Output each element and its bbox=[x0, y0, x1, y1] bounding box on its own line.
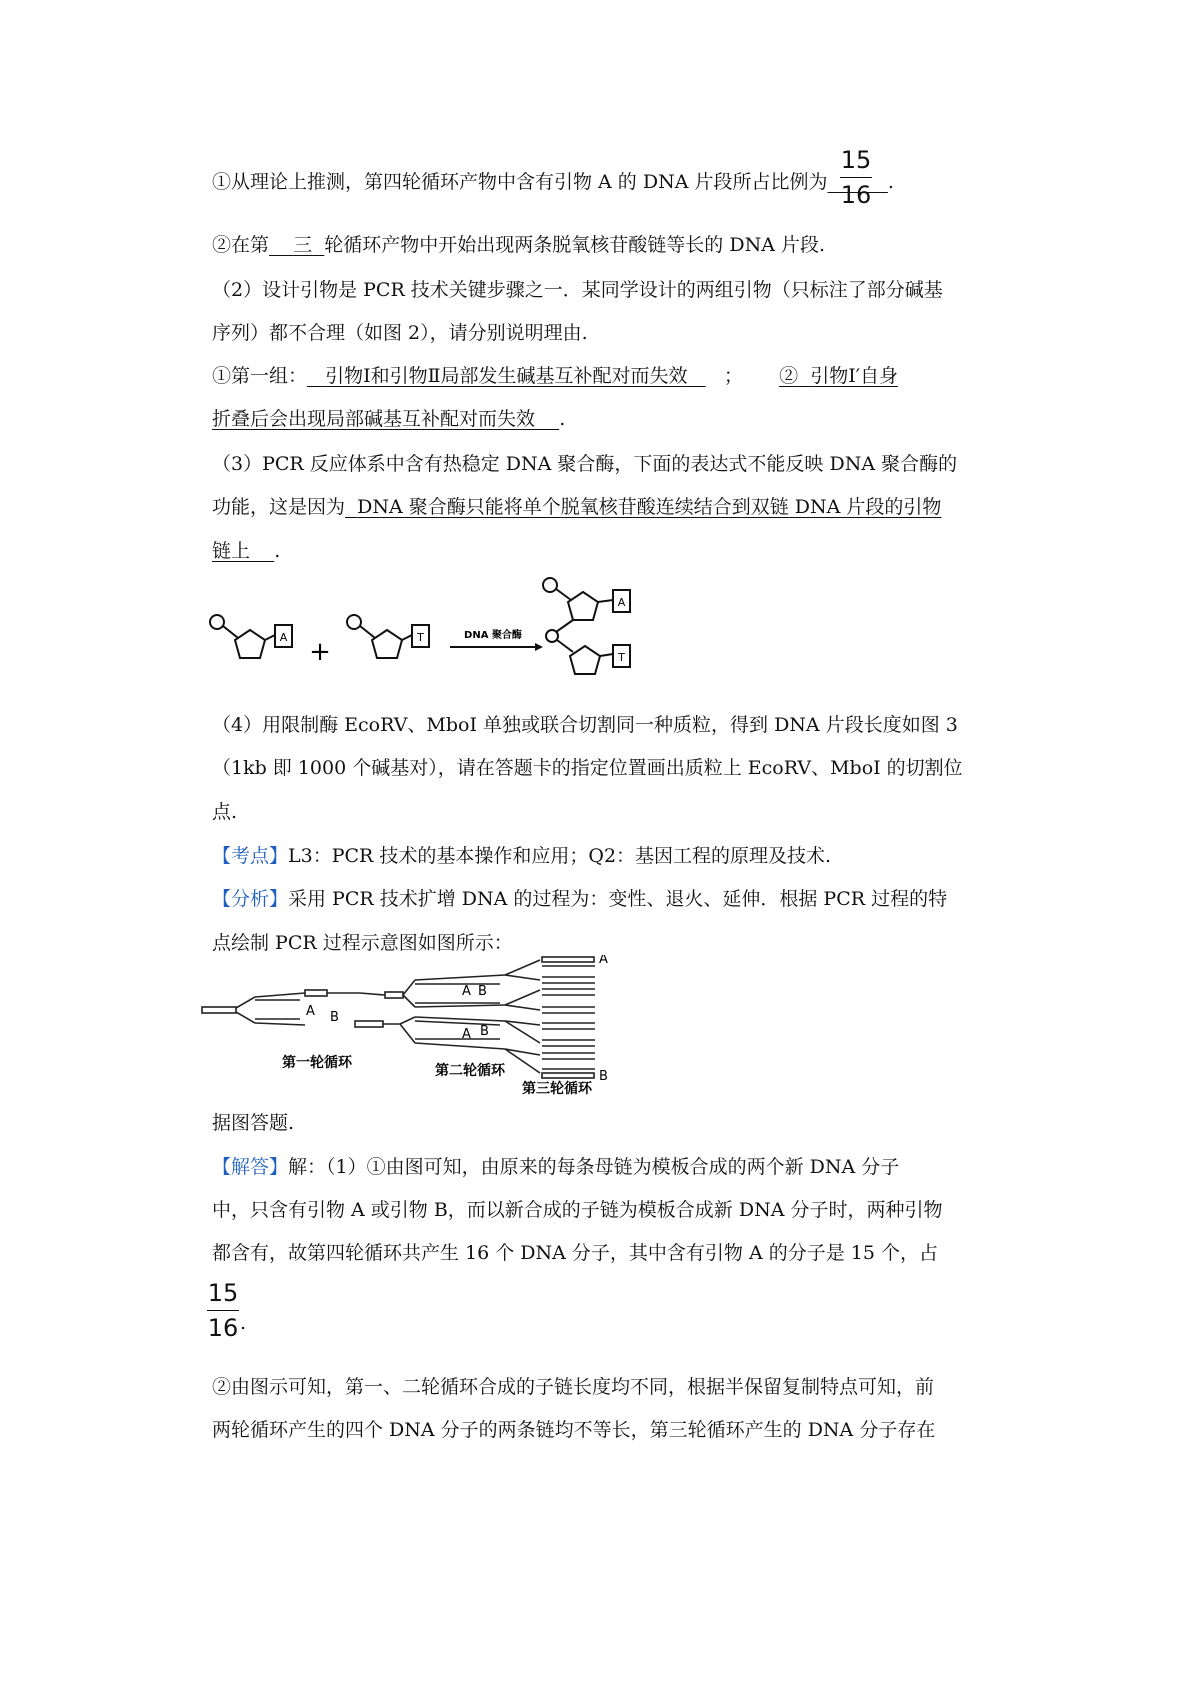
jieda-line3: 都含有，故第四轮循环共产生 16 个 DNA 分子，其中含有引物 A 的分子是 15 个，占 bbox=[212, 1242, 938, 1264]
pcr-label-B-end: B bbox=[599, 1069, 608, 1084]
jieda-line2: 中，只含有引物 A 或引物 B，而以新合成的子链为模板合成新 DNA 分子时，两种引物 bbox=[212, 1199, 943, 1221]
q1-item1: ①从理论上推测，第四轮循环产物中含有引物 A 的 DNA 片段所占比例为 . bbox=[212, 171, 894, 193]
plus-sign: + bbox=[309, 637, 331, 667]
phosphate-circle-link bbox=[546, 630, 558, 642]
sugar-pentagon-product-bottom bbox=[570, 646, 600, 674]
pcr-label-A3: A bbox=[462, 1027, 471, 1042]
after-figure-line: 据图答题. bbox=[212, 1112, 295, 1134]
sugar-pentagon-left bbox=[235, 630, 265, 658]
q1-item2-answer: 三 bbox=[293, 234, 313, 256]
pcr-label-B2: B bbox=[478, 984, 487, 999]
q1-item2: ②在第 三 轮循环产物中开始出现两条脱氧核苷酸链等长的 DNA 片段. bbox=[212, 234, 825, 256]
round2-label: 第二轮循环 bbox=[435, 1063, 505, 1079]
arrow-label: DNA 聚合酶 bbox=[464, 630, 522, 641]
jieda-line4: ②由图示可知，第一、二轮循环合成的子链长度均不同，根据半保留复制特点可知，前 bbox=[212, 1376, 935, 1398]
sugar-pentagon-right bbox=[372, 630, 402, 658]
phosphate-circle-product bbox=[543, 578, 557, 592]
pcr-label-A2: A bbox=[462, 984, 471, 999]
pcr-label-B3: B bbox=[480, 1024, 489, 1039]
kaodian-tag: 【考点】 bbox=[212, 845, 289, 867]
sugar-pentagon-product-top bbox=[568, 592, 598, 620]
q4-line2: （1kb 即 1000 个碱基对），请在答题卡的指定位置画出质粒上 EcoRV、MboI 的切割位 bbox=[212, 757, 963, 779]
base-label-right: T bbox=[417, 631, 424, 644]
q3-line1: （3）PCR 反应体系中含有热稳定 DNA 聚合酶，下面的表达式不能反映 DNA 聚合酶的 bbox=[212, 453, 958, 475]
q1-fraction: 15 16 bbox=[840, 146, 872, 209]
q2-line3: ①第一组： 引物Ⅰ和引物Ⅱ局部发生碱基互补配对而失效 ； ② 引物Ⅰ′自身 bbox=[212, 365, 899, 387]
pcr-process-figure bbox=[200, 955, 620, 1100]
round3-label: 第三轮循环 bbox=[522, 1081, 592, 1097]
fenxi-line2: 点绘制 PCR 过程示意图如图所示： bbox=[212, 932, 513, 954]
q2-answer2: ② 引物Ⅰ′自身 bbox=[779, 365, 899, 387]
jieda-fraction-suffix: . bbox=[240, 1312, 247, 1334]
q2-line4: 折叠后会出现局部碱基互补配对而失效 . bbox=[212, 408, 566, 430]
q3-answer: DNA 聚合酶只能将单个脱氧核苷酸连续结合到双链 DNA 片段的引物 bbox=[357, 496, 942, 518]
q3-answer-cont: 链上 bbox=[212, 540, 251, 562]
kaodian-line: 【考点】L3：PCR 技术的基本操作和应用；Q2：基因工程的原理及技术. bbox=[212, 845, 832, 867]
q2-line1: （2）设计引物是 PCR 技术关键步骤之一．某同学设计的两组引物（只标注了部分碱基 bbox=[212, 279, 943, 301]
pcr-label-A1: A bbox=[306, 1004, 315, 1019]
round1-label: 第一轮循环 bbox=[282, 1055, 352, 1071]
q4-line1: （4）用限制酶 EcoRV、MboI 单独或联合切割同一种质粒，得到 DNA 片段长度如图 3 bbox=[212, 714, 958, 736]
base-label-product-top: A bbox=[617, 596, 626, 609]
phosphate-circle-left bbox=[210, 615, 224, 629]
pcr-label-B1: B bbox=[330, 1010, 339, 1025]
base-label-product-bottom: T bbox=[618, 651, 625, 664]
jieda-line1: 【解答】解：（1）①由图可知，由原来的每条母链为模板合成的两个新 DNA 分子 bbox=[212, 1156, 900, 1178]
q3-line3: 链上 . bbox=[212, 540, 281, 562]
q2-answer2-cont: 折叠后会出现局部碱基互补配对而失效 bbox=[212, 408, 536, 430]
jieda-fraction: 15 16 bbox=[207, 1279, 239, 1342]
fenxi-tag: 【分析】 bbox=[212, 888, 289, 910]
phosphate-circle-right bbox=[347, 615, 361, 629]
fenxi-line1: 【分析】采用 PCR 技术扩增 DNA 的过程为：变性、退火、延伸．根据 PCR 过程的特 bbox=[212, 888, 948, 910]
jieda-tag: 【解答】 bbox=[212, 1156, 289, 1178]
nucleotide-reaction-figure bbox=[205, 570, 705, 700]
pcr-label-A-end: A bbox=[599, 955, 608, 967]
base-label-left: A bbox=[279, 631, 288, 644]
q2-line2: 序列）都不合理（如图 2），请分别说明理由. bbox=[212, 322, 588, 344]
q3-line2: 功能，这是因为 DNA 聚合酶只能将单个脱氧核苷酸连续结合到双链 DNA 片段的引物 bbox=[212, 496, 942, 518]
q4-line3: 点. bbox=[212, 801, 238, 823]
jieda-line5: 两轮循环产生的四个 DNA 分子的两条链均不等长，第三轮循环产生的 DNA 分子存在 bbox=[212, 1419, 936, 1441]
q2-answer1: 引物Ⅰ和引物Ⅱ局部发生碱基互补配对而失效 bbox=[325, 365, 688, 387]
